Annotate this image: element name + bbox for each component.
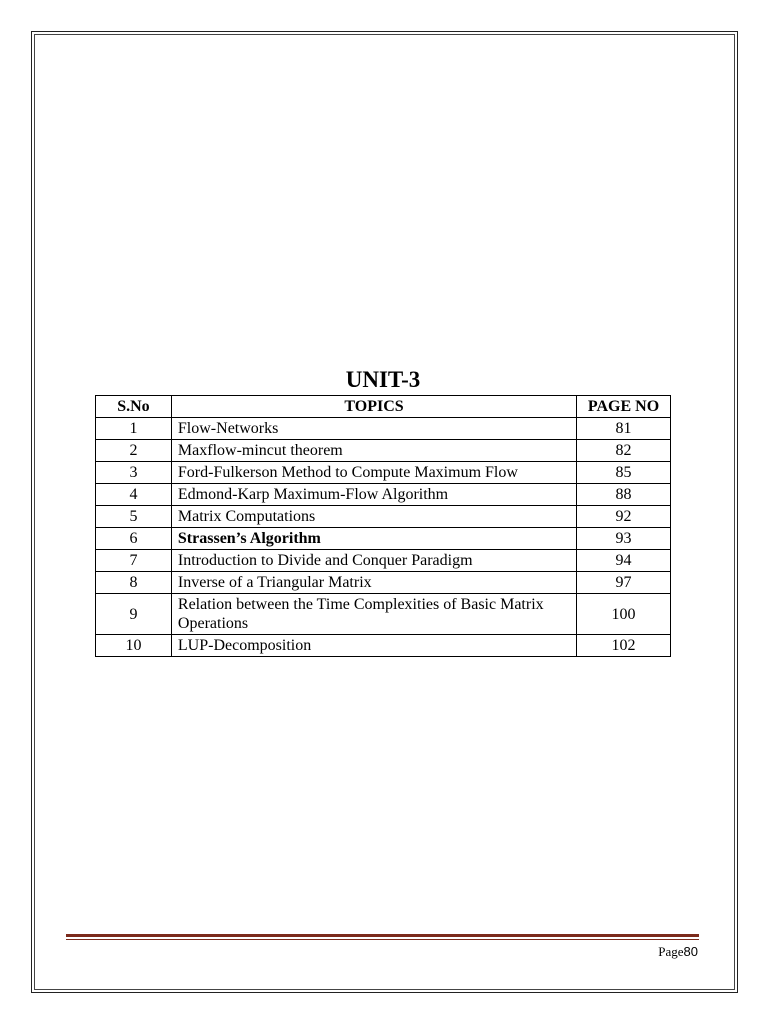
table-row (96, 528, 671, 550)
row-sno: 9 (96, 594, 172, 635)
page-number-footer (658, 944, 698, 960)
table-row (96, 418, 671, 440)
row-page: 102 (577, 635, 671, 657)
table-row (96, 506, 671, 528)
table-row (96, 550, 671, 572)
table-header-row (96, 396, 671, 418)
header-sno: S.No (96, 396, 172, 418)
page-label: Page (658, 944, 684, 959)
row-topic: Maxflow-mincut theorem (171, 440, 576, 462)
row-sno: 4 (96, 484, 172, 506)
row-topic: Flow-Networks (171, 418, 576, 440)
table-row (96, 484, 671, 506)
header-page-no: PAGE NO (577, 396, 671, 418)
row-sno: 1 (96, 418, 172, 440)
row-page: 81 (577, 418, 671, 440)
row-topic: Matrix Computations (171, 506, 576, 528)
row-page: 93 (577, 528, 671, 550)
row-sno: 6 (96, 528, 172, 550)
row-topic: Ford-Fulkerson Method to Compute Maximum Flow (171, 462, 576, 484)
footer-rule (66, 934, 699, 937)
row-topic: Edmond-Karp Maximum-Flow Algorithm (171, 484, 576, 506)
table-row (96, 462, 671, 484)
row-topic: Strassen’s Algorithm (171, 528, 576, 550)
footer-rule-thin (66, 939, 699, 940)
row-page: 100 (577, 594, 671, 635)
row-sno: 8 (96, 572, 172, 594)
row-page: 92 (577, 506, 671, 528)
row-topic: Inverse of a Triangular Matrix (171, 572, 576, 594)
row-page: 97 (577, 572, 671, 594)
table-row (96, 572, 671, 594)
row-topic: Relation between the Time Complexities of Basic Matrix Operations (171, 594, 576, 635)
row-page: 85 (577, 462, 671, 484)
row-sno: 10 (96, 635, 172, 657)
table-row (96, 635, 671, 657)
topics-table (95, 395, 671, 657)
table-row (96, 440, 671, 462)
row-sno: 7 (96, 550, 172, 572)
row-topic: Introduction to Divide and Conquer Paradigm (171, 550, 576, 572)
row-sno: 3 (96, 462, 172, 484)
unit-title: UNIT-3 (345, 367, 421, 392)
table-row (96, 594, 671, 635)
row-page: 88 (577, 484, 671, 506)
row-page: 82 (577, 440, 671, 462)
row-sno: 2 (96, 440, 172, 462)
row-topic: LUP-Decomposition (171, 635, 576, 657)
row-page: 94 (577, 550, 671, 572)
row-sno: 5 (96, 506, 172, 528)
page-number: 80 (683, 944, 698, 959)
header-topics: TOPICS (171, 396, 576, 418)
